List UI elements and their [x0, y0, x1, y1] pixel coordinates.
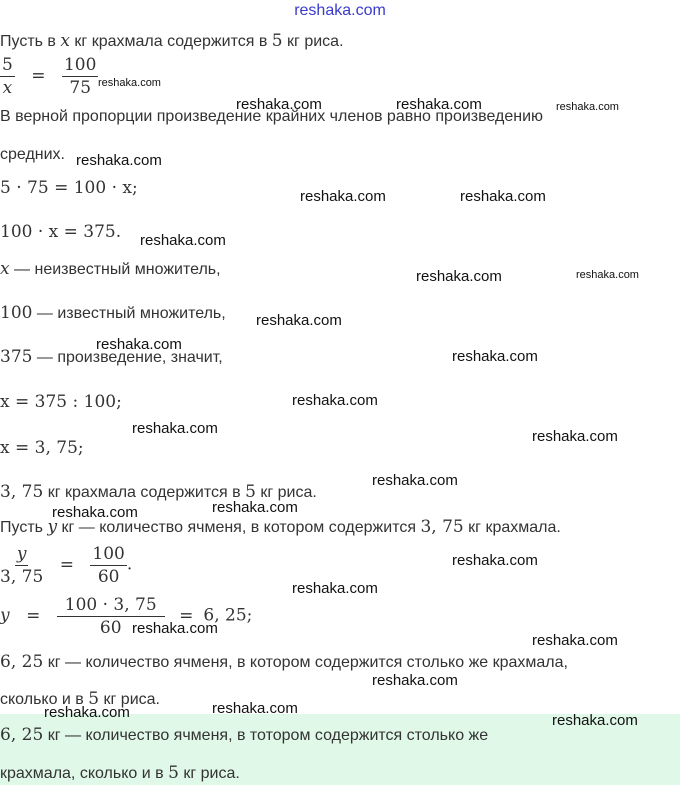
watermark: reshaka.com	[52, 504, 138, 521]
proportion-2: $\frac{y}{3, 75}$ = $\frac{100}{60}$ .	[0, 544, 133, 587]
watermark: reshaka.com	[532, 632, 618, 649]
watermark: reshaka.com	[236, 96, 322, 113]
text-line: 100 — известный множитель,	[0, 303, 226, 323]
watermark: reshaka.com	[372, 672, 458, 689]
watermark: reshaka.com	[460, 188, 546, 205]
text-line: 375 — произведение, значит,	[0, 347, 223, 367]
watermark: reshaka.com	[532, 428, 618, 445]
watermark: reshaka.com	[552, 712, 638, 729]
equation-line: x = 375 : 100;	[0, 392, 122, 412]
text-line: сколько и в 5 кг риса.	[0, 689, 160, 709]
text-line: 3, 75 кг крахмала содержится в 5 кг риса.	[0, 482, 317, 502]
watermark: reshaka.com	[44, 704, 130, 721]
watermark: reshaka.com	[396, 96, 482, 113]
watermark: reshaka.com	[76, 152, 162, 169]
equation-line: 5 · 75 = 100 · x;	[0, 178, 138, 198]
watermark: reshaka.com	[372, 472, 458, 489]
equation-line: 100 · x = 375.	[0, 222, 122, 242]
watermark: reshaka.com	[556, 101, 619, 113]
watermark: reshaka.com	[212, 499, 298, 516]
text-line: средних.	[0, 146, 65, 163]
text-line: Пусть y кг — количество ячменя, в котором содержится 3, 75 кг крахмала.	[0, 517, 561, 537]
watermark: reshaka.com	[132, 420, 218, 437]
site-watermark-header: reshaka.com	[294, 2, 386, 19]
text-line: Пусть в x кг крахмала содержится в 5 кг риса.	[0, 31, 344, 51]
watermark: reshaka.com	[576, 269, 639, 281]
watermark: reshaka.com	[140, 232, 226, 249]
watermark: reshaka.com	[98, 77, 161, 89]
watermark: reshaka.com	[452, 552, 538, 569]
equation-y: y = $\frac{100 \cdot 3, 75}{60}$ = 6, 25;	[0, 595, 253, 638]
text-line: x — неизвестный множитель,	[0, 259, 221, 279]
watermark: reshaka.com	[300, 188, 386, 205]
watermark: reshaka.com	[256, 312, 342, 329]
proportion-1: $\frac{5}{x}$ = $\frac{100}{75}$	[2, 55, 97, 98]
watermark: reshaka.com	[132, 620, 218, 637]
watermark: reshaka.com	[212, 700, 298, 717]
equation-line: x = 3, 75;	[0, 438, 84, 458]
text-line: 6, 25 кг — количество ячменя, в котором содержится столько же крахмала,	[0, 652, 568, 672]
watermark: reshaka.com	[292, 392, 378, 409]
answer-line: крахмала, сколько и в 5 кг риса.	[0, 763, 240, 783]
watermark: reshaka.com	[292, 580, 378, 597]
watermark: reshaka.com	[452, 348, 538, 365]
text-line: В верной пропорции произведение крайних членов равно произведению	[0, 108, 543, 125]
watermark: reshaka.com	[96, 336, 182, 353]
watermark: reshaka.com	[416, 268, 502, 285]
answer-line: 6, 25 кг — количество ячменя, в тотором содержится столько же	[0, 725, 489, 745]
